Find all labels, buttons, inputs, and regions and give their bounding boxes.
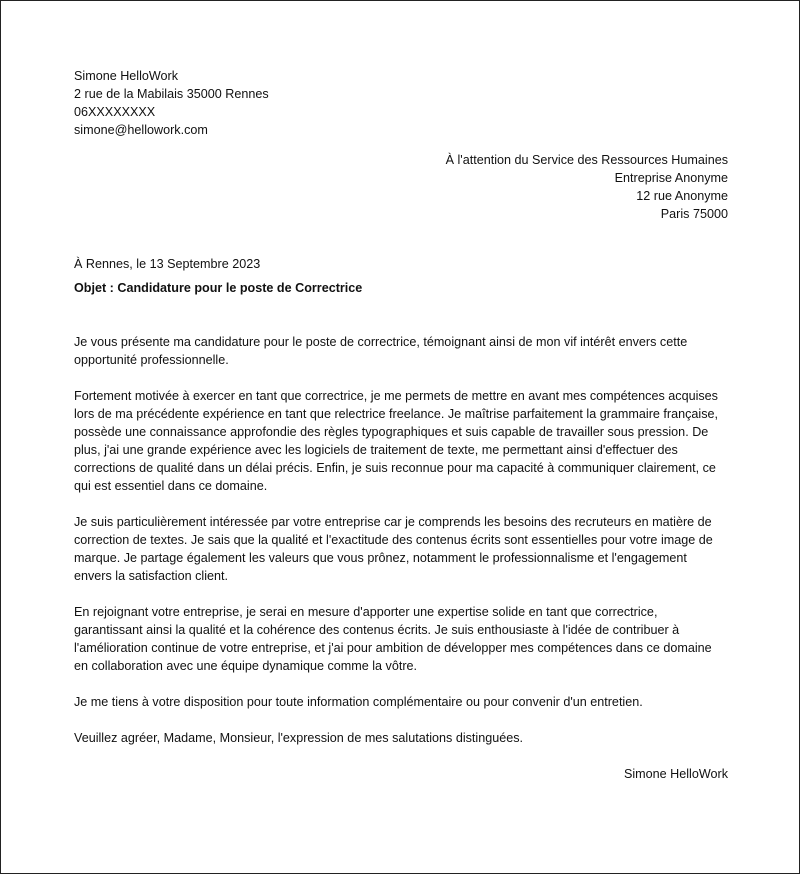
body-paragraph-skills: Fortement motivée à exercer en tant que correctrice, je me permets de mettre en avant mes compétences acquises lors de ma précédente expérience en tant que relectrice freelance. Je maîtrise parfaitement la grammaire française, possède une connaissance approfondie des règles typographiques et suis capable de travailler sous pression. De plus, j'ai une grande expérience avec les logiciels de traitement de texte, me permettant ainsi d'effectuer des corrections de qualité dans un délai précis. Enfin, je suis reconnue pour ma capacité à communiquer clairement, ce qui est essentiel dans ce domaine.: [74, 389, 719, 493]
recipient-attention: À l'attention du Service des Ressources Humaines: [445, 153, 728, 167]
body-paragraph-intro: Je vous présente ma candidature pour le poste de correctrice, témoignant ainsi de mon vif intérêt envers cette opportunité professionnelle.: [74, 335, 688, 367]
body-paragraph-closing: Veuillez agréer, Madame, Monsieur, l'expression de mes salutations distinguées.: [74, 731, 524, 745]
body-paragraph-availability: Je me tiens à votre disposition pour toute information complémentaire ou pour convenir d'un entretien.: [74, 695, 643, 709]
signature: Simone HelloWork: [623, 767, 728, 781]
recipient-block: [74, 151, 728, 223]
recipient-street: 12 rue Anonyme: [636, 189, 728, 203]
letter-body: [74, 333, 728, 747]
body-paragraph-company-interest: Je suis particulièrement intéressée par votre entreprise car je comprends les besoins des recruteurs en matière de correction de textes. Je sais que la qualité et l'exactitude des contenus écrits sont essentielles pour votre image de marque. Je partage également les valeurs que vous prônez, notamment le professionnalisme et l'engagement envers la satisfaction client.: [74, 515, 713, 583]
cover-letter: [74, 67, 728, 783]
body-paragraph-contribution: En rejoignant votre entreprise, je serai en mesure d'apporter une expertise solide en tant que correctrice, garantissant ainsi la qualité et la cohérence des contenus écrits. Je suis enthousiaste à l'idée de contribuer à l'amélioration continue de votre entreprise, et j'ai pour ambition de développer mes compétences dans ce domaine en collaboration avec une équipe dynamique comme la vôtre.: [74, 605, 712, 673]
sender-email: simone@hellowork.com: [74, 123, 208, 137]
sender-name: Simone HelloWork: [74, 69, 179, 83]
recipient-company: Entreprise Anonyme: [614, 171, 728, 185]
sender-address: 2 rue de la Mabilais 35000 Rennes: [74, 87, 269, 101]
sender-block: [74, 67, 728, 139]
letter-subject: Objet : Candidature pour le poste de Correctrice: [74, 281, 363, 295]
recipient-city: Paris 75000: [660, 207, 728, 221]
letter-date: À Rennes, le 13 Septembre 2023: [74, 257, 261, 271]
sender-phone: 06XXXXXXXX: [74, 105, 156, 119]
